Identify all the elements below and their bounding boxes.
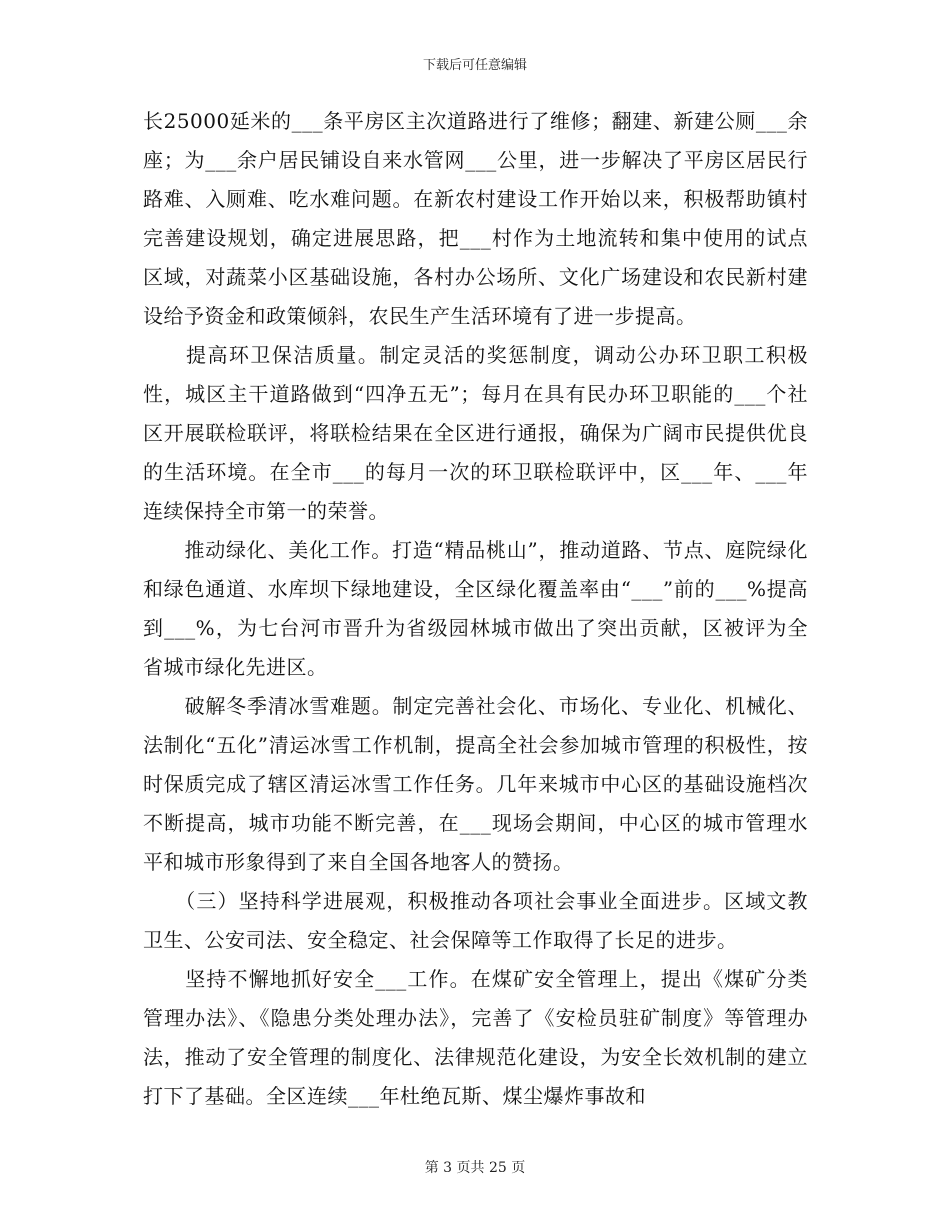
paragraph-1: 长25000延米的___条平房区主次道路进行了维修；翻建、新建公厕___余座；为___余户居民铺设自来水管网___公里，进一步解决了平房区居民行路难、入厕难、吃水难问题。在新农村建设工作开始以来，积极帮助镇村完善建设规划，确定进展思路，把___村作为土地流转和集中使用的试点区域，对蔬菜小区基础设施，各村办公场所、文化广场建设和农民新村建设给予资金和政策倾斜，农民生产生活环境有了进一步提高。 <box>143 109 808 328</box>
document-body <box>143 102 808 1116</box>
paragraph-4: 破解冬季清冰雪难题。制定完善社会化、市场化、专业化、机械化、法制化“五化”清运冰雪工作机制，提高全社会参加城市管理的积极性，按时保质完成了辖区清运冰雪工作任务。几年来城市中心区的基础设施档次不断提高，城市功能不断完善，在___现场会期间，中心区的城市管理水平和城市形象得到了来自全国各地客人的赞扬。 <box>143 694 808 874</box>
page-header: 下载后可任意编辑 <box>422 58 527 73</box>
paragraph-6: 坚持不懈地抓好安全___工作。在煤矿安全管理上，提出《煤矿分类管理办法》、《隐患分类处理办法》，完善了《安检员驻矿制度》等管理办法，推动了安全管理的制度化、法律规范化建设，为安全长效机制的建立打下了基础。全区连续___年杜绝瓦斯、煤尘爆炸事故和 <box>143 967 808 1108</box>
page-footer: 第 3 页共 25 页 <box>424 1160 526 1176</box>
paragraph-2: 提高环卫保洁质量。制定灵活的奖惩制度，调动公办环卫职工积极性，城区主干道路做到“四净五无”；每月在具有民办环卫职能的___个社区开展联检联评，将联检结果在全区进行通报，确保为广阔市民提供优良的生活环境。在全市___的每月一次的环卫联检联评中，区___年、___年连续保持全市第一的荣誉。 <box>143 343 808 523</box>
paragraph-3: 推动绿化、美化工作。打造“精品桃山”，推动道路、节点、庭院绿化和绿色通道、水库坝下绿地建设，全区绿化覆盖率由“___”前的___%提高到___%，为七台河市晋升为省级园林城市做出了突出贡献，区被评为全省城市绿化先进区。 <box>143 538 808 679</box>
paragraph-5: （三）坚持科学进展观，积极推动各项社会事业全面进步。区域文教卫生、公安司法、安全稳定、社会保障等工作取得了长足的进步。 <box>143 889 808 952</box>
